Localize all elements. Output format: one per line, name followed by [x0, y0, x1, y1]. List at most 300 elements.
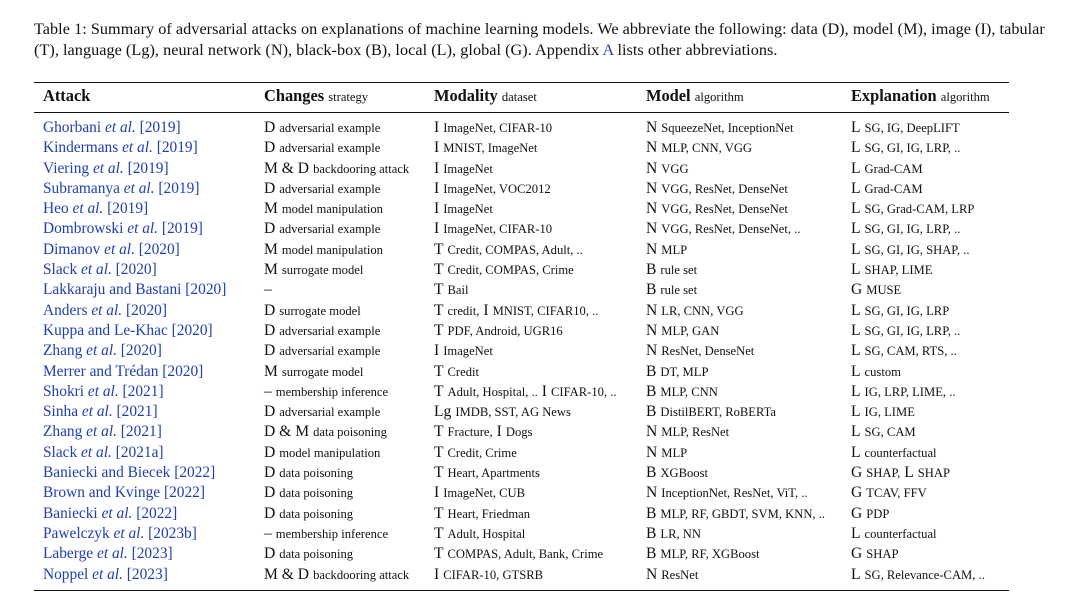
attack-citation[interactable]: Heo et al. [2019] — [43, 200, 149, 218]
explanation-algorithm: MUSE — [866, 283, 902, 298]
changes-strategy: surrogate model — [281, 364, 364, 379]
table-row — [34, 138, 1009, 158]
explanation-cell — [851, 362, 901, 382]
modality-code: I — [496, 423, 502, 441]
explanation-cell — [851, 341, 957, 361]
explanation-code: L — [851, 321, 861, 339]
changes-code: D — [264, 484, 276, 502]
attack-citation[interactable]: Ghorbani et al. [2019] — [43, 119, 181, 136]
changes-cell — [264, 544, 353, 564]
explanation-code: G — [851, 464, 863, 482]
model-cell — [646, 199, 788, 219]
explanation-code: L — [851, 565, 861, 583]
model-code: B — [646, 281, 657, 299]
changes-code: – — [264, 382, 272, 400]
table-row — [34, 544, 1009, 564]
model-algorithm: DistilBERT, RoBERTa — [660, 405, 777, 420]
explanation-code: L — [851, 301, 861, 319]
modality-dataset: PDF, Android, UGR16 — [447, 323, 563, 338]
explanation-algorithm: SG, CAM — [864, 425, 916, 440]
header-model: Model algorithm — [646, 86, 744, 105]
changes-code: M & D — [264, 565, 310, 583]
model-cell — [646, 483, 808, 503]
table-caption — [34, 19, 1049, 60]
explanation-algorithm: counterfactual — [864, 445, 937, 460]
changes-code: D — [264, 301, 276, 319]
model-code: B — [646, 545, 657, 563]
explanation-cell — [851, 138, 960, 158]
explanation-code: L — [851, 524, 861, 542]
changes-cell — [264, 402, 380, 422]
explanation-algorithm: SHAP, — [866, 466, 901, 481]
modality-dataset: Bail — [447, 283, 469, 298]
attack-citation[interactable]: Noppel et al. [2023] — [43, 565, 168, 583]
model-cell — [646, 443, 687, 463]
explanation-algorithm: SG, GI, IG, LRP, .. — [864, 141, 961, 156]
attack-citation[interactable]: Laberge et al. [2023] — [43, 545, 173, 563]
modality-code: T — [434, 301, 444, 319]
attack-citation[interactable]: Subramanya et al. [2019] — [43, 179, 200, 197]
changes-code: D — [264, 342, 276, 360]
table-row — [34, 159, 1009, 179]
model-cell — [646, 382, 718, 402]
appendix-link[interactable]: A — [602, 40, 614, 59]
modality-code: T — [434, 281, 444, 299]
table-row — [34, 280, 1009, 300]
attack-citation[interactable]: Kuppa and Le-Khac [2020] — [43, 321, 213, 339]
model-algorithm: MLP, RF, GBDT, SVM, KNN, .. — [660, 506, 826, 521]
changes-cell — [264, 422, 387, 442]
explanation-cell — [851, 443, 937, 463]
changes-cell — [264, 504, 353, 524]
explanation-cell — [851, 565, 985, 585]
modality-dataset: Fracture, — [447, 425, 493, 440]
explanation-algorithm: custom — [864, 364, 901, 379]
modality-dataset: CIFAR-10, .. — [551, 384, 617, 399]
attack-citation[interactable]: Zhang et al. [2020] — [43, 342, 162, 360]
model-algorithm: rule set — [660, 263, 698, 278]
model-algorithm: XGBoost — [660, 466, 708, 481]
table-top-rule — [34, 82, 1009, 83]
citation-et-al: et al. — [81, 403, 113, 421]
attack-citation[interactable]: Sinha et al. [2021] — [43, 403, 158, 421]
explanation-algorithm: IG, LIME — [864, 405, 915, 420]
model-cell — [646, 565, 698, 585]
changes-code: M — [264, 261, 278, 279]
explanation-cell — [851, 321, 960, 341]
attack-citation[interactable]: Baniecki et al. [2022] — [43, 504, 178, 522]
modality-code: I — [483, 301, 489, 319]
explanation-code: L — [851, 159, 861, 177]
table-row — [34, 260, 1009, 280]
changes-cell — [264, 321, 380, 341]
changes-strategy: adversarial example — [279, 323, 381, 338]
changes-code: D — [264, 545, 276, 563]
table-row — [34, 179, 1009, 199]
model-code: B — [646, 261, 657, 279]
model-algorithm: ResNet — [661, 567, 699, 582]
explanation-algorithm: Grad-CAM — [864, 181, 923, 196]
modality-code: T — [434, 261, 444, 279]
modality-cell — [434, 118, 552, 138]
citation-et-al: et al. — [123, 179, 155, 197]
explanation-cell — [851, 179, 923, 199]
modality-dataset: ImageNet, CIFAR-10 — [443, 222, 553, 237]
attack-citation[interactable]: Pawelczyk et al. [2023b] — [43, 524, 197, 542]
changes-strategy: adversarial example — [279, 344, 381, 359]
citation-et-al: et al. — [101, 504, 133, 522]
changes-strategy: data poisoning — [313, 425, 387, 440]
explanation-code: L — [851, 362, 861, 380]
modality-cell — [434, 402, 571, 422]
table-row — [34, 362, 1009, 382]
model-code: N — [646, 342, 658, 360]
modality-code: T — [434, 504, 444, 522]
modality-dataset: Credit, Crime — [447, 445, 517, 460]
model-code: N — [646, 159, 658, 177]
explanation-code: L — [851, 240, 861, 258]
model-algorithm: VGG — [661, 161, 689, 176]
model-cell — [646, 402, 776, 422]
modality-code: I — [434, 139, 440, 157]
explanation-algorithm: SG, GI, IG, LRP, .. — [864, 222, 961, 237]
explanation-algorithm: TCAV, FFV — [866, 486, 927, 501]
model-code: N — [646, 139, 658, 157]
changes-code: D — [264, 504, 276, 522]
explanation-cell — [851, 382, 956, 402]
modality-dataset: Credit, COMPAS, Crime — [447, 263, 574, 278]
changes-code: – — [264, 281, 272, 299]
model-cell — [646, 422, 729, 442]
explanation-cell — [851, 524, 937, 544]
explanation-algorithm: counterfactual — [864, 526, 937, 541]
model-cell — [646, 544, 759, 564]
citation-et-al: et al. — [92, 159, 124, 177]
explanation-algorithm: SG, GI, IG, SHAP, .. — [864, 242, 970, 257]
citation-et-al: et al. — [87, 382, 119, 400]
explanation-code: G — [851, 545, 863, 563]
modality-cell — [434, 422, 532, 442]
modality-code: Lg — [434, 403, 452, 421]
table-row — [34, 341, 1009, 361]
changes-code: D — [264, 220, 276, 238]
table-row — [34, 199, 1009, 219]
modality-dataset: COMPAS, Adult, Bank, Crime — [447, 547, 604, 562]
changes-strategy: membership inference — [275, 384, 389, 399]
citation-et-al: et al. — [81, 443, 112, 461]
modality-dataset: Credit, COMPAS, Adult, .. — [447, 242, 583, 257]
model-cell — [646, 524, 701, 544]
modality-code: T — [434, 423, 444, 441]
explanation-algorithm: SG, CAM, RTS, .. — [864, 344, 957, 359]
modality-cell — [434, 260, 574, 280]
modality-cell — [434, 362, 479, 382]
explanation-cell — [851, 504, 889, 524]
model-code: N — [646, 565, 658, 583]
attack-citation[interactable]: Zhang et al. [2021] — [43, 423, 162, 441]
explanation-algorithm: IG, LRP, LIME, .. — [864, 384, 956, 399]
attack-citation[interactable]: Dombrowski et al. [2019] — [43, 220, 203, 238]
changes-code: – — [264, 524, 272, 542]
changes-cell — [264, 280, 272, 300]
explanation-algorithm: SG, IG, DeepLIFT — [864, 121, 960, 135]
modality-cell — [434, 199, 493, 219]
explanation-cell — [851, 422, 916, 442]
modality-code: I — [541, 382, 547, 400]
changes-strategy: adversarial example — [279, 222, 381, 237]
explanation-cell — [851, 159, 923, 179]
changes-code: D — [264, 179, 276, 197]
modality-cell — [434, 443, 517, 463]
changes-strategy: model manipulation — [279, 445, 381, 460]
changes-cell — [264, 138, 380, 158]
attack-citation[interactable]: Lakkaraju and Bastani [2020] — [43, 281, 227, 299]
model-algorithm: DT, MLP — [660, 364, 709, 379]
changes-code: D & M — [264, 423, 310, 441]
changes-cell — [264, 301, 361, 321]
changes-strategy: surrogate model — [281, 263, 364, 278]
explanation-cell — [851, 199, 974, 219]
model-code: N — [646, 119, 658, 136]
model-algorithm: MLP — [661, 445, 688, 460]
modality-code: T — [434, 464, 444, 482]
changes-code: D — [264, 139, 276, 157]
changes-cell — [264, 524, 388, 544]
model-code: N — [646, 220, 658, 238]
citation-et-al: et al. — [113, 524, 145, 542]
model-algorithm: VGG, ResNet, DenseNet — [661, 202, 788, 217]
modality-dataset: CIFAR-10, GTSRB — [443, 567, 544, 582]
model-algorithm: LR, NN — [660, 526, 701, 541]
changes-code: M — [264, 200, 278, 218]
explanation-code: L — [851, 403, 861, 421]
modality-cell — [434, 219, 552, 239]
model-cell — [646, 219, 800, 239]
explanation-code: G — [851, 281, 863, 299]
changes-strategy: data poisoning — [279, 486, 354, 501]
model-cell — [646, 159, 689, 179]
changes-cell — [264, 362, 363, 382]
explanation-cell — [851, 544, 898, 564]
model-code: B — [646, 524, 657, 542]
modality-cell — [434, 321, 563, 341]
modality-cell — [434, 483, 525, 503]
changes-cell — [264, 443, 380, 463]
model-cell — [646, 179, 788, 199]
changes-cell — [264, 118, 380, 138]
changes-strategy: data poisoning — [279, 466, 354, 481]
attack-citation[interactable]: Dimanov et al. [2020] — [43, 240, 180, 258]
explanation-code: L — [851, 342, 861, 360]
attack-citation[interactable]: Shokri et al. [2021] — [43, 382, 164, 400]
explanation-code: L — [851, 200, 861, 218]
attack-citation[interactable]: Anders et al. [2020] — [43, 301, 167, 319]
model-algorithm: MLP, CNN, VGG — [661, 141, 753, 156]
model-algorithm: ResNet, DenseNet — [661, 344, 755, 359]
model-cell — [646, 240, 687, 260]
explanation-algorithm: SG, Relevance-CAM, .. — [864, 567, 985, 582]
model-code: N — [646, 301, 658, 319]
modality-cell — [434, 138, 537, 158]
modality-cell — [434, 524, 525, 544]
modality-cell — [434, 565, 543, 585]
changes-code: M & D — [264, 159, 310, 177]
table-header-rule — [34, 112, 1009, 113]
model-algorithm: MLP, GAN — [661, 323, 720, 338]
model-algorithm: LR, CNN, VGG — [661, 303, 744, 318]
table-row — [34, 565, 1009, 585]
changes-cell — [264, 463, 353, 483]
changes-cell — [264, 219, 380, 239]
explanation-cell — [851, 402, 915, 422]
modality-cell — [434, 280, 469, 300]
model-cell — [646, 321, 719, 341]
table-header — [34, 86, 1009, 110]
changes-code: D — [264, 443, 276, 461]
explanation-code: L — [851, 220, 861, 238]
model-algorithm: VGG, ResNet, DenseNet, .. — [661, 222, 801, 237]
table-row — [34, 118, 1009, 138]
explanation-cell — [851, 483, 927, 503]
changes-strategy: backdooring attack — [313, 567, 410, 582]
changes-code: M — [264, 240, 278, 258]
changes-code: D — [264, 403, 276, 421]
model-cell — [646, 362, 708, 382]
modality-code: I — [434, 179, 440, 197]
modality-dataset: credit, — [447, 303, 480, 318]
modality-code: I — [434, 484, 440, 502]
explanation-cell — [851, 219, 960, 239]
changes-cell — [264, 382, 388, 402]
table-row — [34, 301, 1009, 321]
header-modality: Modality dataset — [434, 86, 537, 105]
table-bottom-rule — [34, 590, 1009, 591]
model-algorithm: MLP, RF, XGBoost — [660, 547, 760, 562]
attack-citation[interactable]: Brown and Kvinge [2022] — [43, 484, 205, 502]
changes-cell — [264, 565, 409, 585]
table-row — [34, 240, 1009, 260]
caption-text-end: lists other abbreviations. — [613, 40, 778, 59]
model-code: N — [646, 240, 658, 258]
model-code: N — [646, 423, 658, 441]
changes-strategy: model manipulation — [281, 242, 383, 257]
citation-et-al: et al. — [104, 119, 136, 136]
model-code: N — [646, 179, 658, 197]
citation-et-al: et al. — [92, 565, 123, 583]
explanation-code: L — [851, 261, 861, 279]
explanation-code: G — [851, 484, 863, 502]
attack-citation[interactable]: Kindermans et al. [2019] — [43, 139, 198, 157]
changes-strategy: surrogate model — [279, 303, 361, 318]
modality-dataset: ImageNet, CIFAR-10 — [443, 121, 553, 135]
explanation-cell — [851, 260, 932, 280]
changes-cell — [264, 240, 383, 260]
modality-dataset: Heart, Friedman — [447, 506, 531, 521]
table-row — [34, 402, 1009, 422]
explanation-cell — [851, 463, 950, 483]
explanation-cell — [851, 118, 960, 138]
attack-citation[interactable]: Slack et al. [2020] — [43, 261, 157, 279]
attack-citation[interactable]: Baniecki and Biecek [2022] — [43, 464, 216, 482]
changes-strategy: membership inference — [275, 526, 389, 541]
table-row — [34, 382, 1009, 402]
attack-citation[interactable]: Merrer and Trédan [2020] — [43, 362, 204, 380]
table-row — [34, 524, 1009, 544]
citation-et-al: et al. — [86, 342, 117, 360]
explanation-code: L — [851, 139, 861, 157]
explanation-algorithm: PDP — [866, 506, 890, 521]
explanation-cell — [851, 301, 949, 321]
model-algorithm: MLP — [661, 242, 688, 257]
model-code: N — [646, 321, 658, 339]
attack-citation[interactable]: Viering et al. [2019] — [43, 159, 169, 177]
explanation-code: G — [851, 504, 863, 522]
table-row — [34, 463, 1009, 483]
changes-cell — [264, 179, 380, 199]
changes-strategy: data poisoning — [279, 506, 354, 521]
modality-dataset: ImageNet — [443, 202, 493, 217]
attack-citation[interactable]: Slack et al. [2021a] — [43, 443, 164, 461]
modality-code: I — [434, 342, 440, 360]
header-changes: Changes strategy — [264, 86, 369, 105]
changes-cell — [264, 199, 383, 219]
explanation-algorithm: SG, GI, IG, LRP, .. — [864, 323, 961, 338]
modality-dataset: Credit — [447, 364, 480, 379]
model-code: N — [646, 443, 658, 461]
model-algorithm: MLP, ResNet — [661, 425, 730, 440]
modality-cell — [434, 544, 603, 564]
table-row — [34, 321, 1009, 341]
changes-code: D — [264, 321, 276, 339]
modality-dataset: IMDB, SST, AG News — [455, 405, 571, 420]
modality-dataset: ImageNet, CUB — [443, 486, 526, 501]
modality-dataset: Adult, Hospital, .. — [447, 384, 538, 399]
model-algorithm: MLP, CNN — [660, 384, 718, 399]
citation-et-al: et al. — [96, 545, 128, 563]
modality-code: I — [434, 565, 440, 583]
model-algorithm: InceptionNet, ResNet, ViT, .. — [661, 486, 808, 501]
modality-code: I — [434, 200, 440, 218]
model-cell — [646, 118, 793, 138]
citation-et-al: et al. — [127, 220, 159, 238]
model-cell — [646, 301, 744, 321]
model-algorithm: VGG, ResNet, DenseNet — [661, 181, 788, 196]
explanation-algorithm: Grad-CAM — [864, 161, 923, 176]
model-code: N — [646, 200, 658, 218]
table-row — [34, 443, 1009, 463]
modality-cell — [434, 382, 617, 402]
modality-dataset: Adult, Hospital — [447, 526, 526, 541]
table-row — [34, 422, 1009, 442]
changes-strategy: adversarial example — [279, 181, 381, 196]
modality-code: I — [434, 159, 440, 177]
explanation-algorithm: SHAP, LIME — [864, 263, 933, 278]
model-cell — [646, 260, 697, 280]
modality-dataset: MNIST, CIFAR10, .. — [492, 303, 599, 318]
model-cell — [646, 280, 697, 300]
explanation-code: L — [904, 464, 914, 482]
citation-et-al: et al. — [86, 423, 117, 441]
changes-strategy: adversarial example — [279, 121, 381, 135]
changes-code: D — [264, 119, 276, 136]
model-algorithm: SqueezeNet, InceptionNet — [661, 121, 794, 135]
citation-et-al: et al. — [122, 139, 153, 157]
modality-dataset: Dogs — [505, 425, 533, 440]
model-code: N — [646, 484, 658, 502]
changes-cell — [264, 260, 363, 280]
modality-code: T — [434, 443, 444, 461]
table-row — [34, 219, 1009, 239]
